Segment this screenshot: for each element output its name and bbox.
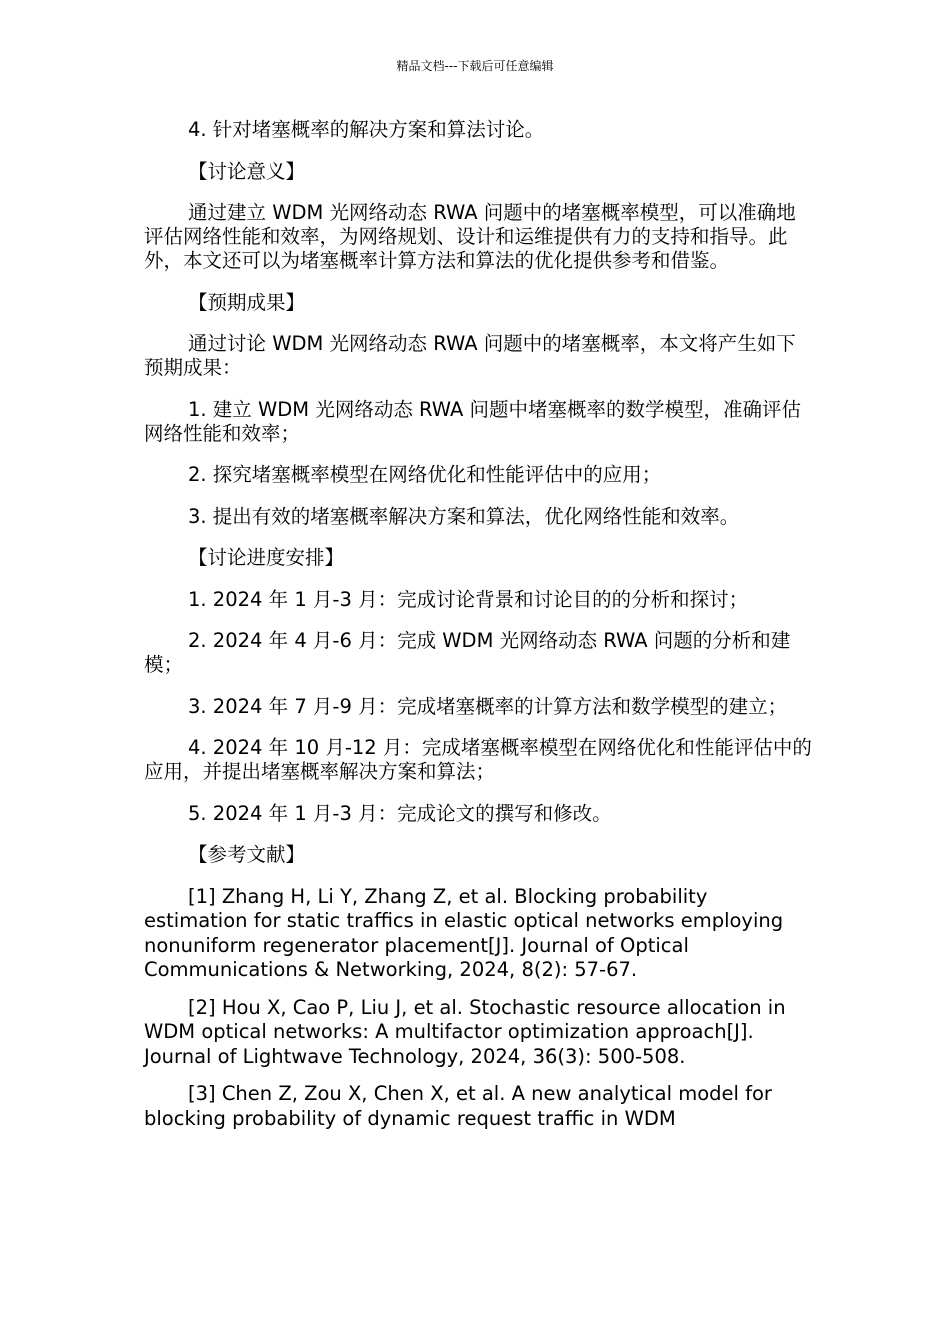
section-title-schedule: 【讨论进度安排】 bbox=[188, 546, 345, 569]
list-item: 5. 2024 年 1 月-3 月：完成论文的撰写和修改。 bbox=[188, 801, 612, 825]
list-item: 4. 针对堵塞概率的解决方案和算法讨论。 bbox=[188, 118, 545, 141]
section-title-references: 【参考文献】 bbox=[188, 843, 306, 866]
section-title-significance: 【讨论意义】 bbox=[188, 159, 306, 183]
list-item: 1. 建立 WDM 光网络动态 RWA 问题中堵塞概率的数学模型，准确评估网络性能和效率； bbox=[144, 397, 802, 445]
list-item: 3. 2024 年 7 月-9 月：完成堵塞概率的计算方法和数学模型的建立； bbox=[188, 694, 788, 718]
list-item: 2. 2024 年 4 月-6 月：完成 WDM 光网络动态 RWA 问题的分析和建模； bbox=[144, 629, 791, 676]
page-header: 精品文档---下载后可任意编辑 bbox=[396, 59, 554, 73]
paragraph: 通过讨论 WDM 光网络动态 RWA 问题中的堵塞概率，本文将产生如下预期成果： bbox=[144, 332, 796, 379]
list-item: 3. 提出有效的堵塞概率解决方案和算法，优化网络性能和效率。 bbox=[188, 504, 740, 528]
paragraph: 通过建立 WDM 光网络动态 RWA 问题中的堵塞概率模型，可以准确地评估网络性能和效率，为网络规划、设计和运维提供有力的支持和指导。此外，本文还可以为堵塞概率计算方法和算法的优化提供参考和借鉴。 bbox=[144, 201, 796, 272]
document-body bbox=[144, 118, 812, 1144]
list-item: 4. 2024 年 10 月-12 月：完成堵塞概率模型在网络优化和性能评估中的应用，并提出堵塞概率解决方案和算法； bbox=[144, 736, 812, 783]
list-item: 2. 探究堵塞概率模型在网络优化和性能评估中的应用； bbox=[188, 463, 662, 486]
reference-item: [3] Chen Z, Zou X, Chen X, et al. A new analytical model for blocking probability of dynamic request traffic in WDM bbox=[144, 1082, 772, 1130]
section-title-expected-results: 【预期成果】 bbox=[188, 290, 306, 314]
reference-item: [2] Hou X, Cao P, Liu J, et al. Stochastic resource allocation in WDM optical networks: A multifactor optimization approach[J]. Journal of Lightwave Technology, 2024, 36(3): 500-508. bbox=[144, 995, 786, 1068]
reference-item: [1] Zhang H, Li Y, Zhang Z, et al. Blocking probability estimation for static traffics in elastic optical networks employing nonuniform regenerator placement[J]. Journal of Optical Communications & Networking, 2024, 8(2): 57-67. bbox=[144, 884, 784, 981]
list-item: 1. 2024 年 1 月-3 月：完成讨论背景和讨论目的的分析和探讨； bbox=[188, 587, 749, 611]
